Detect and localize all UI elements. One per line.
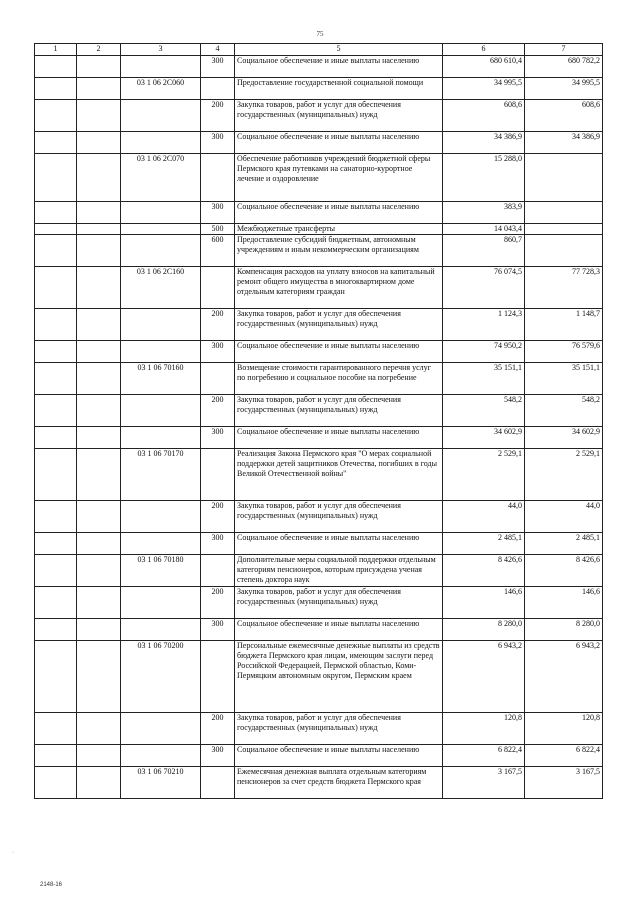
cell-c7: 8 426,6 [525,555,603,587]
table-row [35,341,603,363]
cell-c2 [77,56,121,78]
cell-c1 [35,767,77,799]
cell-c4 [201,641,235,713]
cell-c1 [35,395,77,427]
cell-c1 [35,501,77,533]
cell-c7: 34 995,5 [525,78,603,100]
cell-c4 [201,767,235,799]
cell-c4: 300 [201,427,235,449]
cell-c4: 300 [201,341,235,363]
column-header: 1 [35,44,77,56]
cell-c6: 383,9 [443,202,525,224]
cell-c5: Ежемесячная денежная выплата отдельным категориям пенсионеров за счет средств бюджета Пермского края [235,767,443,799]
cell-c7: 120,8 [525,713,603,745]
cell-c6: 34 602,9 [443,427,525,449]
cell-c1 [35,78,77,100]
cell-c6: 6 822,4 [443,745,525,767]
cell-c4 [201,78,235,100]
cell-c4 [201,154,235,202]
cell-c5: Дополнительные меры социальной поддержки отдельным категориям пенсионеров, которым присуждена ученая степень доктора наук [235,555,443,587]
cell-c3: 03 1 06 70180 [121,555,201,587]
cell-c3: 03 1 06 70160 [121,363,201,395]
cell-c2 [77,427,121,449]
cell-c3 [121,56,201,78]
cell-c7: 146,6 [525,587,603,619]
page-number: 75 [316,30,324,38]
cell-c1 [35,449,77,501]
cell-c7: 34 602,9 [525,427,603,449]
cell-c2 [77,555,121,587]
cell-c3 [121,395,201,427]
table-row [35,267,603,309]
cell-c4 [201,363,235,395]
table-row [35,78,603,100]
cell-c6: 548,2 [443,395,525,427]
cell-c5: Закупка товаров, работ и услуг для обеспечения государственных (муниципальных) нужд [235,395,443,427]
cell-c1 [35,202,77,224]
cell-c7: 8 280,0 [525,619,603,641]
cell-c7 [525,235,603,267]
cell-c2 [77,235,121,267]
table-row [35,641,603,713]
cell-c4 [201,449,235,501]
cell-c2 [77,202,121,224]
cell-c5: Персональные ежемесячные денежные выплаты из средств бюджета Пермского края лицам, имеющим заслуги перед Российской Федерацией, Пермской областью, Коми-Пермяцким автономным округом, Пермским краем [235,641,443,713]
cell-c5: Предоставление государственной социальной помощи [235,78,443,100]
cell-c5: Межбюджетные трансферты [235,224,443,235]
cell-c6: 34 386,9 [443,132,525,154]
table-row [35,619,603,641]
cell-c3: 03 1 06 70200 [121,641,201,713]
cell-c6: 120,8 [443,713,525,745]
cell-c3: 03 1 06 70210 [121,767,201,799]
cell-c4: 200 [201,309,235,341]
margin-mark: · [12,850,14,856]
cell-c4: 300 [201,202,235,224]
cell-c7: 76 579,6 [525,341,603,363]
cell-c1 [35,713,77,745]
cell-c7: 2 529,1 [525,449,603,501]
cell-c6: 146,6 [443,587,525,619]
cell-c6: 2 529,1 [443,449,525,501]
table-row [35,56,603,78]
cell-c2 [77,501,121,533]
cell-c3 [121,533,201,555]
cell-c2 [77,224,121,235]
cell-c2 [77,100,121,132]
table-row [35,202,603,224]
table-row [35,309,603,341]
cell-c7 [525,224,603,235]
table-row [35,587,603,619]
column-header: 4 [201,44,235,56]
cell-c7: 548,2 [525,395,603,427]
cell-c1 [35,267,77,309]
cell-c5: Обеспечение работников учреждений бюджетной сферы Пермского края путевками на санаторно-курортное лечение и оздоровление [235,154,443,202]
cell-c4: 300 [201,619,235,641]
cell-c5: Закупка товаров, работ и услуг для обеспечения государственных (муниципальных) нужд [235,309,443,341]
cell-c6: 34 995,5 [443,78,525,100]
cell-c5: Социальное обеспечение и иные выплаты населению [235,427,443,449]
cell-c5: Закупка товаров, работ и услуг для обеспечения государственных (муниципальных) нужд [235,713,443,745]
cell-c5: Возмещение стоимости гарантированного перечня услуг по погребению и социальное пособие на погребение [235,363,443,395]
cell-c6: 74 950,2 [443,341,525,363]
cell-c7: 3 167,5 [525,767,603,799]
cell-c5: Закупка товаров, работ и услуг для обеспечения государственных (муниципальных) нужд [235,501,443,533]
table-row [35,100,603,132]
cell-c4: 200 [201,501,235,533]
cell-c6: 680 610,4 [443,56,525,78]
cell-c6: 1 124,3 [443,309,525,341]
cell-c6: 35 151,1 [443,363,525,395]
column-header: 5 [235,44,443,56]
cell-c7: 2 485,1 [525,533,603,555]
column-header: 3 [121,44,201,56]
table-row [35,501,603,533]
cell-c5: Социальное обеспечение и иные выплаты населению [235,533,443,555]
cell-c1 [35,132,77,154]
cell-c1 [35,154,77,202]
cell-c2 [77,154,121,202]
cell-c6: 8 280,0 [443,619,525,641]
cell-c7: 680 782,2 [525,56,603,78]
cell-c5: Закупка товаров, работ и услуг для обеспечения государственных (муниципальных) нужд [235,587,443,619]
table-row [35,235,603,267]
cell-c1 [35,100,77,132]
cell-c3 [121,235,201,267]
cell-c2 [77,767,121,799]
cell-c7: 6 943,2 [525,641,603,713]
footer-code: 2148-16 [40,882,63,888]
cell-c2 [77,363,121,395]
cell-c7 [525,202,603,224]
cell-c3 [121,100,201,132]
table-row [35,555,603,587]
table-row [35,427,603,449]
cell-c4 [201,267,235,309]
budget-table [34,43,603,799]
cell-c7: 1 148,7 [525,309,603,341]
cell-c7: 44,0 [525,501,603,533]
table-row [35,395,603,427]
cell-c4: 300 [201,533,235,555]
cell-c3 [121,224,201,235]
cell-c5: Предоставление субсидий бюджетным, автономным учреждениям и иным некоммерческим организациям [235,235,443,267]
table-row [35,745,603,767]
cell-c4: 300 [201,745,235,767]
cell-c3 [121,427,201,449]
cell-c6: 6 943,2 [443,641,525,713]
cell-c4: 200 [201,713,235,745]
cell-c2 [77,132,121,154]
cell-c4: 200 [201,395,235,427]
cell-c5: Социальное обеспечение и иные выплаты населению [235,619,443,641]
cell-c4: 200 [201,587,235,619]
cell-c1 [35,555,77,587]
cell-c3 [121,501,201,533]
cell-c3 [121,202,201,224]
table-row [35,533,603,555]
cell-c7: 77 728,3 [525,267,603,309]
cell-c6: 15 288,0 [443,154,525,202]
cell-c3 [121,745,201,767]
cell-c1 [35,533,77,555]
cell-c7 [525,154,603,202]
cell-c5: Реализация Закона Пермского края "О мерах социальной поддержки детей защитников Отечества, погибших в годы Великой Отечественной войны" [235,449,443,501]
table-row [35,767,603,799]
cell-c1 [35,341,77,363]
cell-c5: Социальное обеспечение и иные выплаты населению [235,341,443,363]
column-header: 7 [525,44,603,56]
cell-c2 [77,395,121,427]
cell-c1 [35,363,77,395]
cell-c2 [77,745,121,767]
cell-c3: 03 1 06 2С070 [121,154,201,202]
cell-c3 [121,341,201,363]
cell-c5: Социальное обеспечение и иные выплаты населению [235,202,443,224]
cell-c2 [77,587,121,619]
cell-c1 [35,619,77,641]
cell-c3 [121,619,201,641]
cell-c1 [35,745,77,767]
cell-c7: 35 151,1 [525,363,603,395]
column-header: 6 [443,44,525,56]
cell-c2 [77,78,121,100]
cell-c3 [121,587,201,619]
cell-c1 [35,309,77,341]
cell-c2 [77,341,121,363]
cell-c6: 44,0 [443,501,525,533]
cell-c4 [201,555,235,587]
cell-c6: 76 074,5 [443,267,525,309]
cell-c6: 2 485,1 [443,533,525,555]
table-row [35,154,603,202]
cell-c5: Закупка товаров, работ и услуг для обеспечения государственных (муниципальных) нужд [235,100,443,132]
cell-c6: 860,7 [443,235,525,267]
cell-c3 [121,713,201,745]
cell-c3 [121,132,201,154]
cell-c1 [35,427,77,449]
cell-c1 [35,641,77,713]
cell-c7: 608,6 [525,100,603,132]
cell-c3: 03 1 06 2С060 [121,78,201,100]
cell-c5: Компенсация расходов на уплату взносов на капитальный ремонт общего имущества в многоквартирном доме отдельным категориям граждан [235,267,443,309]
cell-c3: 03 1 06 2С160 [121,267,201,309]
cell-c1 [35,56,77,78]
cell-c7: 34 386,9 [525,132,603,154]
table-row [35,363,603,395]
table-row [35,713,603,745]
cell-c2 [77,713,121,745]
cell-c4: 500 [201,224,235,235]
cell-c3: 03 1 06 70170 [121,449,201,501]
cell-c3 [121,309,201,341]
cell-c2 [77,449,121,501]
cell-c1 [35,235,77,267]
cell-c5: Социальное обеспечение и иные выплаты населению [235,745,443,767]
cell-c4: 600 [201,235,235,267]
cell-c7: 6 822,4 [525,745,603,767]
cell-c2 [77,641,121,713]
cell-c2 [77,533,121,555]
table-row [35,132,603,154]
cell-c1 [35,224,77,235]
cell-c1 [35,587,77,619]
cell-c4: 200 [201,100,235,132]
header-row [35,44,603,56]
cell-c6: 14 043,4 [443,224,525,235]
table-row [35,449,603,501]
column-header: 2 [77,44,121,56]
cell-c5: Социальное обеспечение и иные выплаты населению [235,132,443,154]
cell-c2 [77,309,121,341]
cell-c5: Социальное обеспечение и иные выплаты населению [235,56,443,78]
table-row [35,224,603,235]
cell-c2 [77,267,121,309]
cell-c6: 8 426,6 [443,555,525,587]
cell-c4: 300 [201,132,235,154]
cell-c6: 608,6 [443,100,525,132]
cell-c6: 3 167,5 [443,767,525,799]
table-body [35,56,603,799]
cell-c4: 300 [201,56,235,78]
cell-c2 [77,619,121,641]
